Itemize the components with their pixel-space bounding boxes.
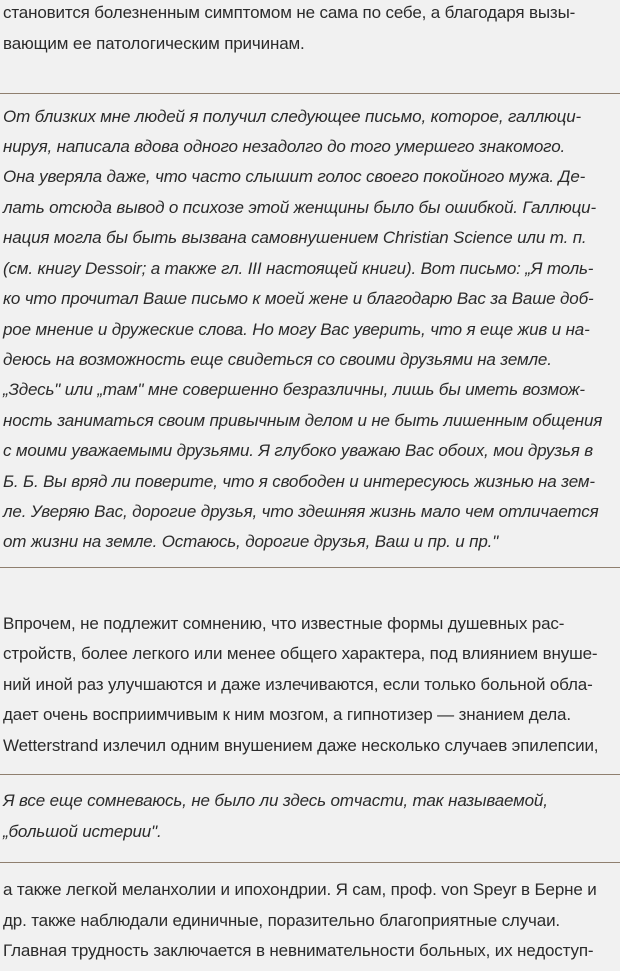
paragraph-2-line: дает очень восприимчивым к ним мозгом, а гипнотизер — знанием дела.	[3, 705, 571, 724]
footnote-1-line: с моими уважаемыми друзьями. Я глубоко уважаю Вас обоих, мои друзья в	[3, 441, 593, 460]
footnote-1-line: Она уверяла даже, что часто слышит голос своего покойного мужа. Де-	[3, 167, 586, 186]
footnote-bottom-divider	[0, 567, 620, 568]
footnote-1-line: ность заниматься своим привычным делом и не быть лишенным общения	[3, 411, 603, 430]
paragraph-2-line: Впрочем, не подлежит сомнению, что известные формы душевных рас-	[3, 614, 565, 633]
footnote-1-line: ле. Уверяю Вас, дорогие друзья, что здешняя жизнь мало чем отличается	[3, 502, 599, 521]
footnote-bottom-divider	[0, 862, 620, 863]
paragraph-3-line: а также легкой меланхолии и ипохондрии. Я сам, проф. von Speyr в Берне и	[3, 880, 597, 899]
footnote-2-line: „большой истерии".	[3, 822, 162, 841]
footnote-top-divider	[0, 93, 620, 94]
footnote-1-line: нируя, написала вдова одного незадолго до того умершего знакомого.	[3, 137, 566, 156]
footnote-1-line: рое мнение и дружеские слова. Но могу Вас уверить, что я еще жив и на-	[3, 320, 590, 339]
footnote-1-line: От близких мне людей я получил следующее письмо, которое, галлюци-	[3, 107, 582, 126]
footnote-1-line: (см. книгу Dessoir; а также гл. III настоящей книги). Вот письмо: „Я толь-	[3, 259, 594, 278]
paragraph-2-line: ний иной раз улучшаются и даже излечиваются, если только больной обла-	[3, 675, 593, 694]
footnote-1-line: лать отсюда вывод о психозе этой женщины было бы ошибкой. Галлюци-	[3, 198, 596, 217]
footnote-1-line: от жизни на земле. Остаюсь, дорогие друзья, Ваш и пр. и пр."	[3, 532, 499, 551]
footnote-1-line: Б. Б. Вы вряд ли поверите, что я свободен и интересуюсь жизнью на зем-	[3, 472, 595, 491]
paragraph-1-line: становится болезненным симптомом не сама по себе, а благодаря вызы-	[3, 3, 576, 22]
paragraph-3-line: Главная трудность заключается в невнимательности больных, их недоступ-	[3, 941, 594, 960]
paragraph-1-line: вающим ее патологическим причинам.	[3, 34, 305, 53]
paragraph-2-line: Wetterstrand излечил одним внушением даже несколько случаев эпилепсии,	[3, 736, 599, 755]
footnote-2-line: Я все еще сомневаюсь, не было ли здесь отчасти, так называемой,	[3, 791, 548, 810]
paragraph-2-line: стройств, более легкого или менее общего характера, под влиянием внуше-	[3, 644, 598, 663]
footnote-1-line: ко что прочитал Ваше письмо к моей жене и благодарю Вас за Ваше доб-	[3, 289, 594, 308]
paragraph-3-line: др. также наблюдали единичные, поразительно благоприятные случаи.	[3, 911, 560, 930]
footnote-top-divider	[0, 774, 620, 775]
footnote-1-line: „Здесь" или „там" мне совершенно безразличны, лишь бы иметь возмож-	[3, 380, 585, 399]
footnote-1-line: нация могла бы быть вызвана самовнушением Christian Science или т. п.	[3, 228, 587, 247]
footnote-1-line: деюсь на возможность еще свидеться со своими друзьями на земле.	[3, 350, 552, 369]
